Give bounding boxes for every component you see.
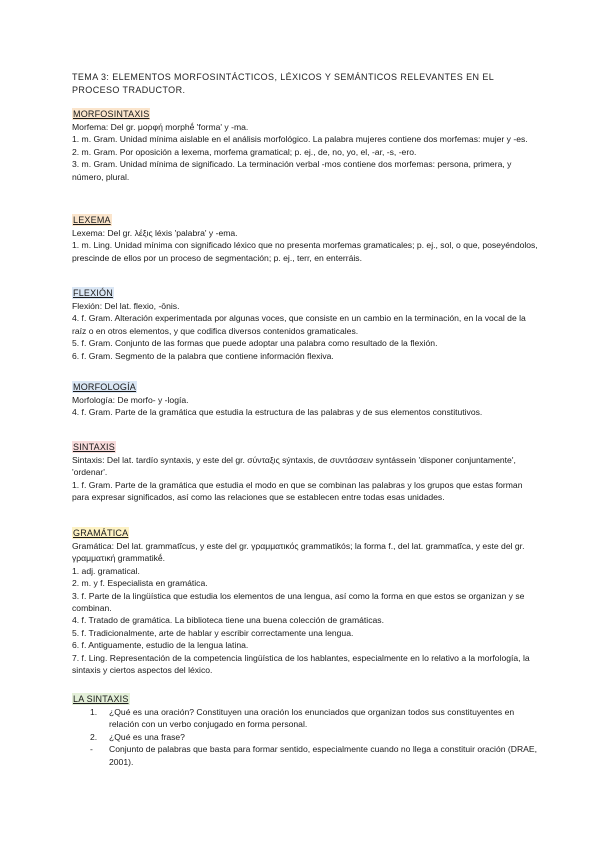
heading-gramatica: GRAMÁTICA xyxy=(73,528,129,538)
heading-morfologia: MORFOLOGÍA xyxy=(73,382,137,392)
section-morfosintaxis xyxy=(72,108,542,183)
definition-line: 6. f. Gram. Segmento de la palabra que contiene información flexiva. xyxy=(72,350,334,361)
definition-line: 3. f. Parte de la lingüística que estudia los elementos de una lengua, así como la forma en que estos se organizan y se combinan. xyxy=(72,590,525,614)
definition-line: Lexema: Del gr. λέξις léxis 'palabra' y -ema. xyxy=(72,228,238,238)
list-marker: - xyxy=(90,744,93,755)
definition-line: Morfema: Del gr. μορφή morphḗ 'forma' y -ma. xyxy=(72,122,249,132)
heading-sintaxis: SINTAXIS xyxy=(73,442,115,452)
definition-line: 2. m. y f. Especialista en gramática. xyxy=(72,578,208,589)
list-item-text: ¿Qué es una oración? Constituyen una oración los enunciados que organizan todos sus constituyentes en relación con un verbo conjugado en forma personal. xyxy=(109,707,515,730)
heading-flexion: FLEXIÓN xyxy=(73,288,113,298)
page-title: TEMA 3: ELEMENTOS MORFOSINTÁCTICOS, LÉXICOS Y SEMÁNTICOS RELEVANTES EN EL PROCESO TRADUCTOR. xyxy=(72,72,494,95)
definition-line: 4. f. Gram. Parte de la gramática que estudia la estructura de las palabras y de sus elementos constitutivos. xyxy=(72,407,483,418)
heading-morfosintaxis: MORFOSINTAXIS xyxy=(73,109,150,119)
definition-line: 1. m. Gram. Unidad mínima aislable en el análisis morfológico. La palabra mujeres contiene dos morfemas: mujer y -es. xyxy=(72,134,528,145)
definition-line: Sintaxis: Del lat. tardío syntaxis, y este del gr. σύνταξις sýntaxis, de συντάσσειν syntássein 'disponer conjuntamente', 'ordenar'. xyxy=(72,455,516,478)
definition-line: 7. f. Ling. Representación de la competencia lingüística de los hablantes, especialmente en lo relativo a la morfología, la sintaxis y ciertos aspectos del léxico. xyxy=(72,652,530,676)
list-marker: 1. xyxy=(90,707,98,717)
list-item xyxy=(72,731,542,743)
list-item-text: ¿Qué es una frase? xyxy=(109,731,185,742)
definition-line: 4. f. Tratado de gramática. La biblioteca tiene una buena colección de gramáticas. xyxy=(72,615,384,626)
section-sintaxis xyxy=(72,441,542,504)
section-morfologia xyxy=(72,381,542,419)
definition-line: Gramática: Del lat. grammatĭcus, y este del gr. γραμματικός grammatikós; la forma f., del lat. grammatĭca, y este del gr. γραμματική grammatikḗ. xyxy=(72,541,525,564)
definition-line: 1. adj. gramatical. xyxy=(72,565,140,576)
section-lexema xyxy=(72,214,542,264)
definition-line: 1. f. Gram. Parte de la gramática que estudia el modo en que se combinan las palabras y los grupos que estas forman para expresar significados, así como las relaciones que se establecen entre todas esas unidades. xyxy=(72,479,523,503)
list-item-text: Conjunto de palabras que basta para formar sentido, especialmente cuando no llega a constituir oración (DRAE, 2001). xyxy=(109,744,538,767)
section-gramatica xyxy=(72,527,542,676)
definition-line: 5. f. Gram. Conjunto de las formas que puede adoptar una palabra como resultado de la flexión. xyxy=(72,338,438,349)
definition-line: 5. f. Tradicionalmente, arte de hablar y escribir correctamente una lengua. xyxy=(72,627,354,638)
list-item xyxy=(72,706,542,731)
heading-lexema: LEXEMA xyxy=(73,215,111,225)
definition-line: 6. f. Antiguamente, estudio de la lengua latina. xyxy=(72,640,249,651)
heading-la-sintaxis: LA SINTAXIS xyxy=(73,694,129,704)
list-marker: 2. xyxy=(90,731,98,742)
definition-line: Flexión: Del lat. flexio, -ōnis. xyxy=(72,301,180,311)
question-list xyxy=(72,706,542,768)
definition-line: 4. f. Gram. Alteración experimentada por algunas voces, que consiste en un cambio en la terminación, en la vocal de la raíz o en otros elementos, y que codifica diversos contenidos gramaticales. xyxy=(72,313,526,336)
definition-line: 1. m. Ling. Unidad mínima con significado léxico que no presenta morfemas gramaticales; p. ej., sol, o que, poseyéndolos, prescinde de ellos por un proceso de segmentación; p. ej., terr, en enterráis. xyxy=(72,240,538,263)
section-la-sintaxis xyxy=(72,693,542,768)
list-item xyxy=(72,743,542,768)
definition-line: Morfología: De morfo- y -logía. xyxy=(72,395,189,405)
section-flexion xyxy=(72,287,542,362)
definition-line: 3. m. Gram. Unidad mínima de significado. La terminación verbal -mos contiene dos morfemas: persona, primera, y número, plural. xyxy=(72,159,512,182)
definition-line: 2. m. Gram. Por oposición a lexema, morfema gramatical; p. ej., de, no, yo, el, -ar, -s, -ero. xyxy=(72,146,417,157)
